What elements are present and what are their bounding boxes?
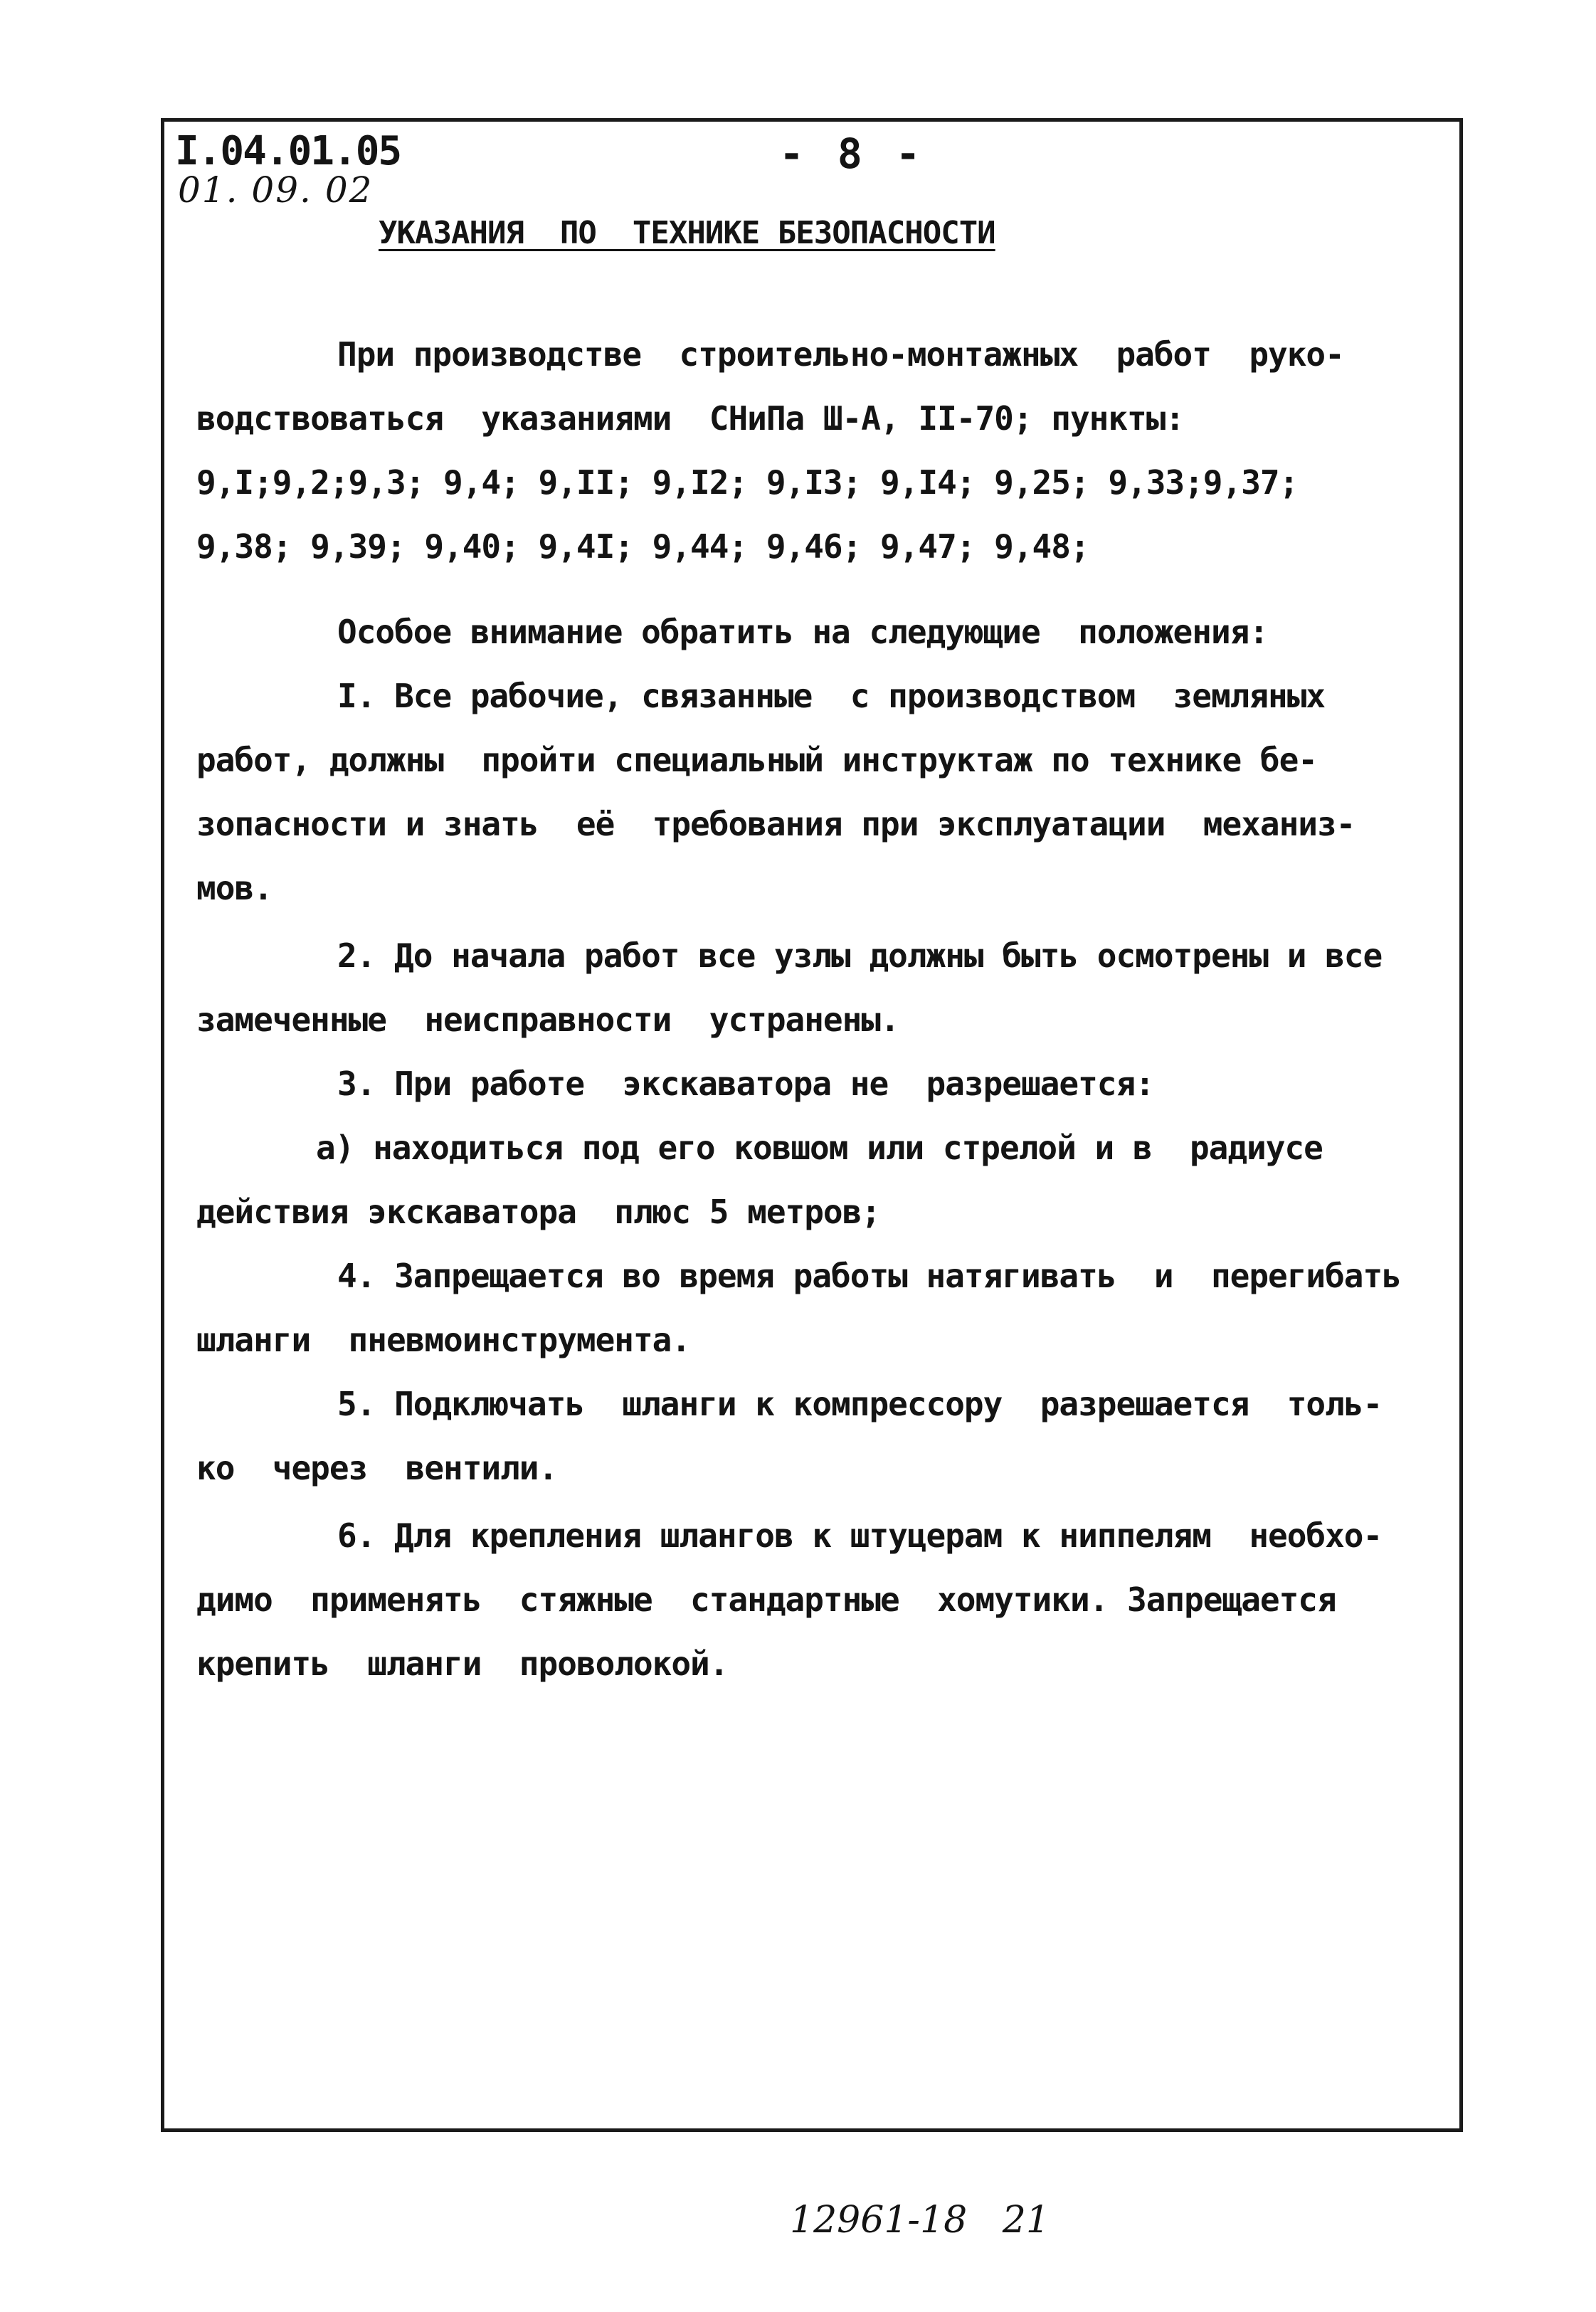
body-line: замеченные неисправности устранены. — [196, 1001, 899, 1039]
body-line: зопасности и знать её требования при эксплуатации механиз- — [196, 805, 1355, 843]
body-line: 2. До начала работ все узлы должны быть осмотрены и все — [337, 936, 1383, 975]
handwritten-reference: 12961-18 21 — [790, 2199, 1050, 2242]
body-line: I. Все рабочие, связанные с производством земляных — [337, 677, 1326, 715]
body-line: При производстве строительно-монтажных работ руко- — [337, 335, 1344, 374]
body-line: действия экскаватора плюс 5 метров; — [196, 1193, 880, 1231]
body-line: 9,I;9,2;9,3; 9,4; 9,II; 9,I2; 9,I3; 9,I4; 9,25; 9,33;9,37; — [196, 463, 1299, 502]
handwritten-date: 01. 09. 02 — [178, 169, 374, 211]
body-line: 9,38; 9,39; 9,40; 9,4I; 9,44; 9,46; 9,47; 9,48; — [196, 527, 1089, 566]
body-line: 6. Для крепления шлангов к штуцерам к ниппелям необхо- — [337, 1516, 1383, 1555]
page-number: - 8 - — [779, 130, 925, 178]
body-line: а) находиться под его ковшом или стрелой и в радиусе — [316, 1129, 1323, 1167]
body-line: димо применять стяжные стандартные хомутики. Запрещается — [196, 1580, 1336, 1619]
body-line: мов. — [196, 869, 273, 907]
body-line: крепить шланги проволокой. — [196, 1645, 729, 1683]
body-line: шланги пневмоинструмента. — [196, 1321, 691, 1359]
body-line: Особое внимание обратить на следующие положения: — [337, 613, 1269, 651]
body-line: работ, должны пройти специальный инструктаж по технике бе- — [196, 741, 1317, 779]
body-line: 5. Подключать шланги к компрессору разрешается толь- — [337, 1385, 1383, 1423]
body-line: 3. При работе экскаватора не разрешается: — [337, 1065, 1154, 1103]
body-line: ко через вентили. — [196, 1449, 558, 1487]
document-code: I.04.01.05 — [175, 128, 401, 174]
body-line: 4. Запрещается во время работы натягивать и перегибать — [337, 1257, 1401, 1295]
document-title: УКАЗАНИЯ ПО ТЕХНИКЕ БЕЗОПАСНОСТИ — [379, 215, 995, 251]
body-line: водствоваться указаниями СНиПа Ш-А, II-70; пункты: — [196, 399, 1185, 438]
